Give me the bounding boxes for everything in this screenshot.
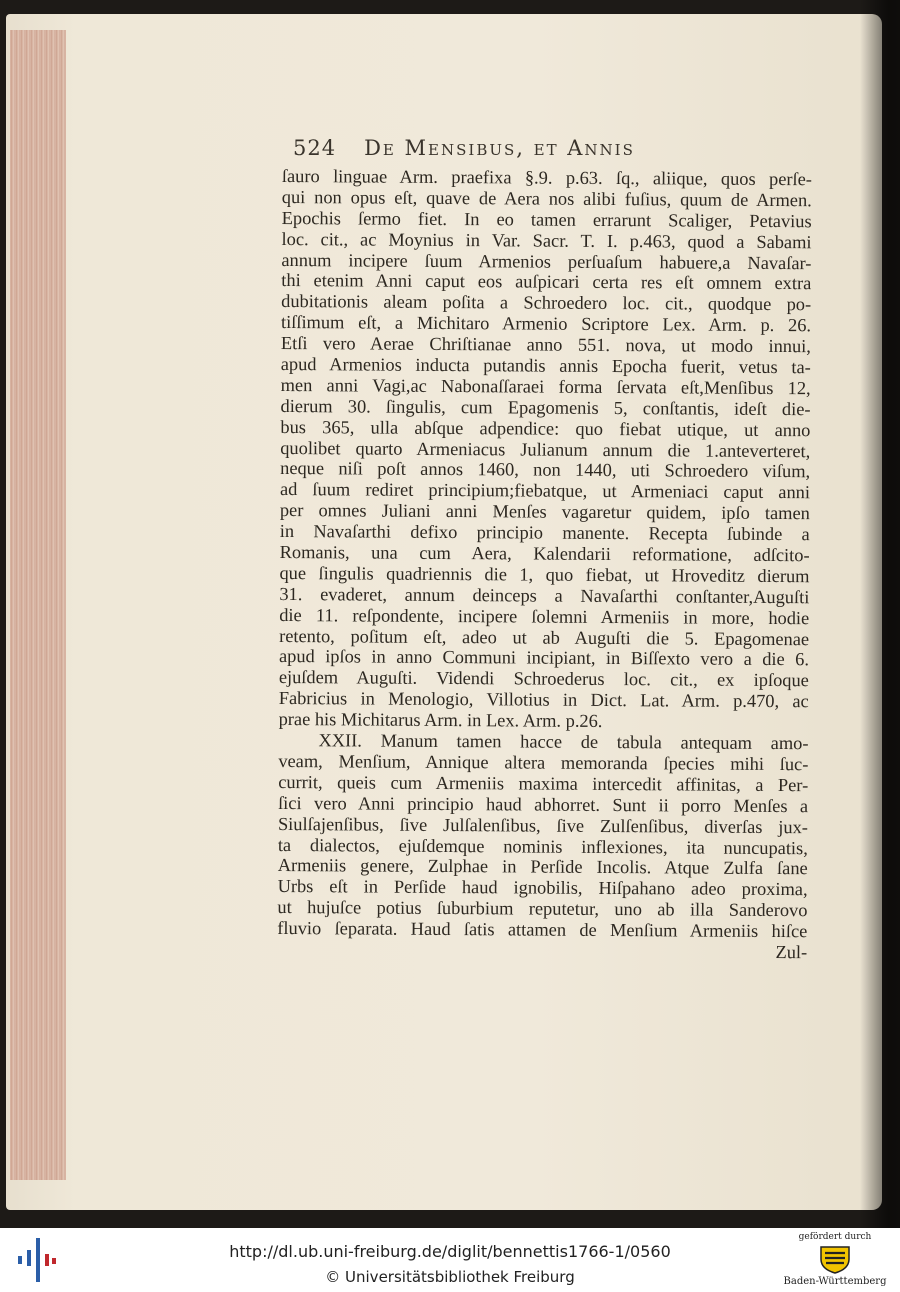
text-line: annum incipere ſuum Armenios perſuaſum habuere,a Navaſar- (281, 249, 812, 273)
text-line: per omnes Juliani anni Menſes vagaretur quidem, ipſo tamen (279, 500, 810, 524)
text-line: dierum 30. ſingulis, cum Epagomenis 5, conſtantis, ideſt die- (280, 395, 811, 420)
text-line: veam, Menſium, Annique altera memoranda ſpecies mihi ſuc- (278, 750, 809, 775)
text-line: Urbs eſt in Perſide haud ignobilis, Hiſpahano adeo proxima, (277, 876, 808, 900)
text-line: neque niſi poſt annos 1460, non 1440, uti Schroedero viſum, (280, 458, 811, 482)
text-line: ta dialectos, ejuſdemque nominis inflexiones, ita nuncupatis, (277, 834, 808, 858)
text-line: Siulſajenſibus, ſive Julſalenſibus, ſive Zulſenſibus, diverſas jux- (277, 813, 809, 837)
running-header (293, 136, 813, 160)
text-line: retento, poſitum eſt, adeo ut ab Auguſti die 5. Epagomenae (279, 625, 810, 649)
text-line: que ſingulis quadriennis die 1, quo fiebat, ut Hroveditz dierum (279, 562, 810, 587)
text-line: apud ipſos in anno Communi incipiant, in Biſſexto vero a die 6. (278, 646, 810, 670)
text-line: bus 365, ulla abſque adpendice: quo fiebat utique, ut anno (280, 416, 811, 440)
text-line: qui non opus eſt, quave de Aera nos alibi fuſius, quum de Armen. (281, 186, 812, 211)
page-edge-stack (10, 30, 66, 1180)
gutter-shadow (860, 0, 900, 1228)
viewer-footer (0, 1228, 900, 1292)
text-line: Romanis, una cum Aera, Kalendarii reformatione, adſcito- (279, 542, 810, 566)
text-line: dubitationis aleam poſita a Schroedero loc. cit., quodque po- (281, 291, 812, 315)
text-line: apud Armenios inducta putandis annis Epocha fuerit, vetus ta- (280, 354, 811, 378)
sponsor-label: gefördert durch (798, 1232, 872, 1242)
text-line: in Navaſarthi defixo principio manente. Recepta ſubinde a (279, 521, 810, 545)
text-line: ſici vero Anni principio haud abhorret. Sunt ii porro Menſes a (278, 792, 809, 816)
copyright-notice: © Universitätsbibliothek Freiburg (325, 1268, 575, 1286)
text-line: 31. evaderet, annum deinceps a Navaſarthi conſtanter,Auguſti (279, 583, 810, 608)
sponsor-badge (780, 1232, 890, 1287)
baden-wuerttemberg-crest-icon (818, 1244, 852, 1274)
text-line: fluvio ſeparata. Haud ſatis attamen de Menſium Armeniis hiſce (277, 918, 808, 942)
text-line: currit, queis cum Armeniis maxima intercedit affinitas, a Per- (278, 771, 809, 796)
text-line: ad ſuum rediret principium;fiebatque, ut Armeniaci caput anni (279, 479, 811, 503)
text-line: thi etenim Anni caput eos auſpicari certa res eſt omnem extra (281, 270, 812, 294)
running-title: De Mensibus, et Annis (364, 136, 635, 160)
text-line: Fabricius in Menologio, Villotius in Dict. Lat. Arm. p.470, ac (278, 688, 809, 712)
text-line: men anni Vagi,ac Nabonaſſaraei forma ſervata eſt,Menſibus 12, (280, 374, 811, 399)
body-text (277, 166, 812, 963)
text-line: Etſi vero Aerae Chriſtianae anno 551. nova, ut modo innui, (280, 333, 811, 357)
sponsor-name: Baden-Württemberg (783, 1276, 887, 1287)
text-line: loc. cit., ac Moynius in Var. Sacr. T. I. p.463, quod a Sabami (281, 228, 812, 252)
text-line: ut hujuſce potius ſuburbium reputetur, uno ab illa Sanderovo (277, 897, 808, 921)
text-line: Epochis ſermo fiet. In eo tamen errarunt Scaliger, Petavius (281, 207, 812, 232)
text-line: quolibet quarto Armeniacus Julianum annum die 1.anteverteret, (280, 437, 811, 461)
text-line: prae his Michitarus Arm. in Lex. Arm. p.26. (278, 709, 603, 732)
permalink-url[interactable]: http://dl.ub.uni-freiburg.de/diglit/bennettis1766-1/0560 (229, 1242, 671, 1261)
text-line: Armeniis genere, Zulphae in Perſide Incolis. Atque Zulfa ſane (277, 855, 808, 879)
page-number: 524 (293, 136, 337, 160)
text-line: ejuſdem Auguſti. Videndi Schroederus loc. cit., ex ipſoque (278, 667, 809, 691)
text-line: ſauro linguae Arm. praefixa §.9. p.63. ſq., aliique, quos perſe- (281, 166, 812, 190)
text-line: tiſſimum eſt, a Michitaro Armenio Scriptore Lex. Arm. p. 26. (280, 312, 812, 336)
section-heading-line: XXII. Manum tamen hacce de tabula antequam amo- (318, 730, 809, 754)
catchword: Zul- (775, 941, 808, 963)
text-line: die 11. reſpondente, incipere ſolemni Armeniis in more, hodie (279, 604, 810, 628)
